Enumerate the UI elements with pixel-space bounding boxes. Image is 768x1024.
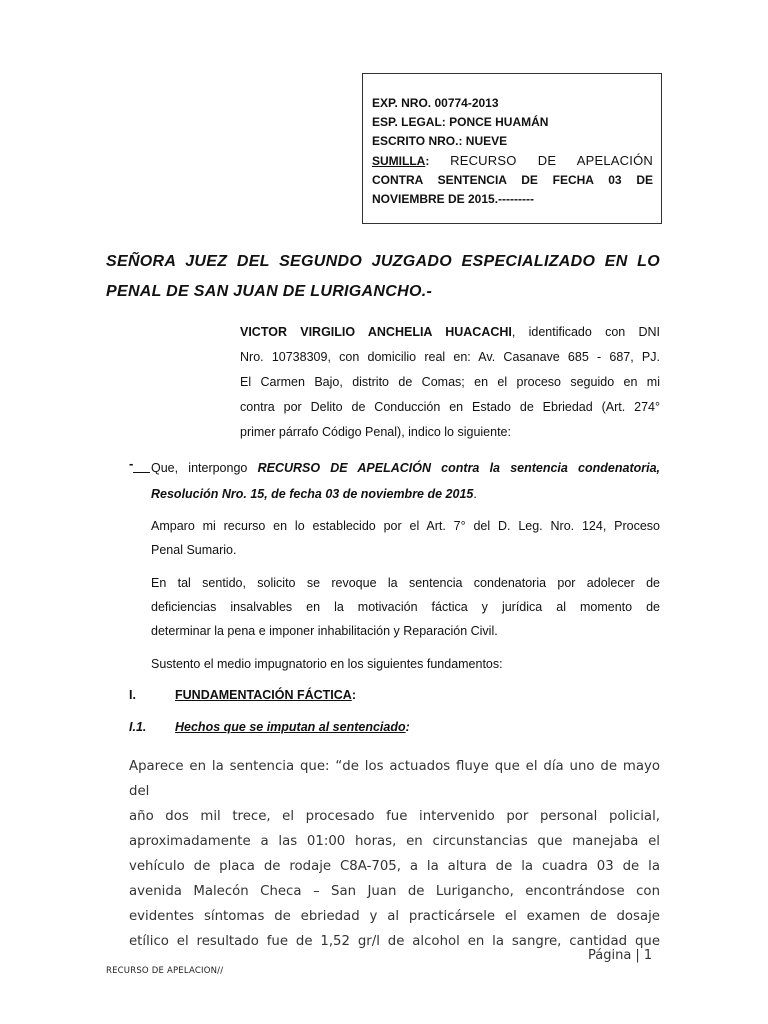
- addressee-line-1: SEÑORA JUEZ DEL SEGUNDO JUZGADO ESPECIALIZADO EN LO: [106, 253, 660, 270]
- appeal-statement: [151, 455, 660, 507]
- sumilla-line-2: CONTRA SENTENCIA DE FECHA 03 DE: [372, 173, 653, 187]
- page-number: Página | 1: [588, 948, 653, 963]
- dash-underline: [133, 472, 150, 473]
- appeal-line-1: Que, interpongo RECURSO DE APELACIÓN contra la sentencia condenatoria,: [151, 461, 661, 475]
- section-1-1-title: Hechos que se imputan al sentenciado:: [175, 720, 410, 734]
- petitioner-name: VICTOR VIRGILIO ANCHELIA HUACACHI: [240, 325, 512, 339]
- writ-number: ESCRITO NRO.: NUEVE: [372, 134, 508, 148]
- intro-line-4: contra por Delito de Conducción en Estado de Ebriedad (Art. 274°: [240, 400, 660, 414]
- intro-line-5: primer párrafo Código Penal), indico lo siguiente:: [240, 425, 511, 439]
- petitioner-intro: [240, 320, 660, 445]
- legal-specialist: ESP. LEGAL: PONCE HUAMÁN: [372, 115, 549, 129]
- list-bullet-dash: -: [129, 456, 134, 471]
- paragraph-request: En tal sentido, solicito se revoque la sentencia condenatoria por adolecer de deficiencias insalvables en la motivación fáctica y jurídica al momento de determinar la pena e imponer inhabilitación y Reparación Civil.: [151, 576, 660, 638]
- sumilla-label: SUMILLA: [372, 154, 426, 168]
- addressee-line-2: PENAL DE SAN JUAN DE LURIGANCHO.-: [106, 283, 433, 300]
- addressee: [106, 247, 660, 307]
- case-number: EXP. NRO. 00774-2013: [372, 96, 499, 110]
- sumilla-title: RECURSO DE APELACIÓN: [450, 153, 653, 168]
- sumilla-line-3: NOVIEMBRE DE 2015.---------: [372, 192, 535, 206]
- paragraph-grounds-intro: Sustento el medio impugnatorio en los siguientes fundamentos:: [151, 657, 503, 671]
- intro-line-1: VICTOR VIRGILIO ANCHELIA HUACACHI, identificado con DNI: [240, 325, 660, 339]
- section-1-number: I.: [129, 688, 136, 702]
- document-footer-name: RECURSO DE APELACION//: [106, 966, 224, 976]
- intro-line-2: Nro. 10738309, con domicilio real en: Av. Casanave 685 - 687, PJ.: [240, 350, 660, 364]
- sumilla-line-1: SUMILLA: RECURSO DE APELACIÓN: [372, 153, 653, 168]
- section-1-title: FUNDAMENTACIÓN FÁCTICA:: [175, 688, 357, 702]
- paragraph-legal-basis: Amparo mi recurso en lo establecido por el Art. 7° del D. Leg. Nro. 124, Proceso Penal Sumario.: [151, 519, 660, 557]
- intro-line-3: El Carmen Bajo, distrito de Comas; en el proceso seguido en mi: [240, 375, 660, 389]
- facts-body-text: Aparece en la sentencia que: “de los actuados fluye que el día uno de mayo del año dos mil trece, el procesado fue intervenido por personal policial, aproximadamente a las 01:00 horas, en circunstancias que manejaba el vehículo de placa de rodaje C8A-705, a la altura de la cuadra 03 de la avenida Malecón Checa – San Juan de Lurigancho, encontrándose con evidentes síntomas de ebriedad y al practicársele el examen de dosaje etílico el resultado fue de 1,52 gr/l de alcohol en la sangre, cantidad que: [129, 759, 660, 949]
- case-header-box: [362, 73, 662, 224]
- appeal-line-2: Resolución Nro. 15, de fecha 03 de noviembre de 2015.: [151, 487, 477, 501]
- section-1-1-number: I.1.: [129, 720, 147, 734]
